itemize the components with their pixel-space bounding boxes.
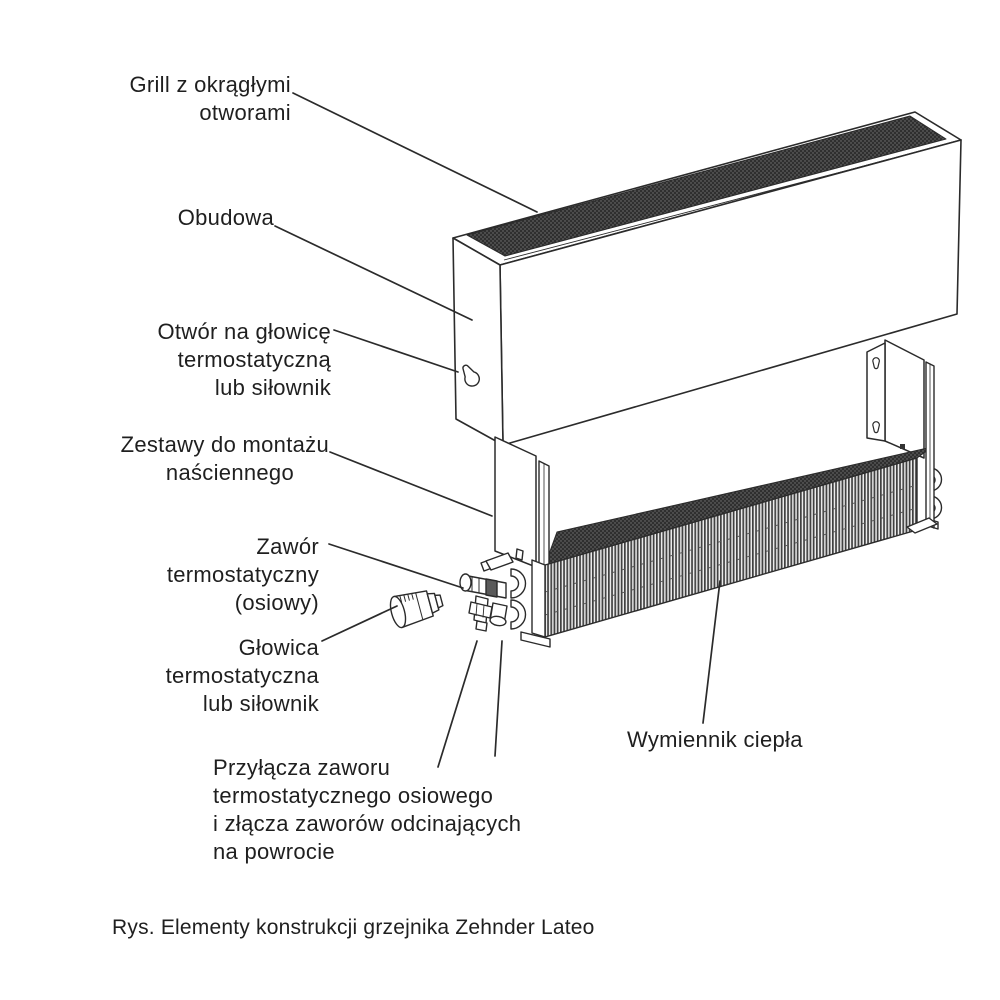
label-grill-line2: otworami (199, 100, 291, 125)
label-obudowa-line1: Obudowa (177, 205, 274, 230)
label-otwor-line1: Otwór na głowicę (157, 319, 331, 344)
label-glowica-line1: Głowica (238, 635, 319, 660)
casing-end-face (453, 238, 503, 445)
bracket-right-back-plate (885, 340, 924, 458)
bracket-keyhole-slot-bottom (873, 422, 880, 433)
label-otwor-line2: termostatyczną (177, 347, 331, 372)
leader-grill (293, 93, 537, 212)
valve-tailpiece (476, 621, 487, 631)
return-bend-left-2 (511, 600, 526, 629)
leader-zawor (329, 544, 463, 588)
label-zawor (167, 533, 319, 617)
vent-stub (516, 549, 523, 560)
label-grill (129, 71, 291, 127)
label-glowica-line2: termostatyczna (165, 663, 319, 688)
bracket-screw-hole (900, 444, 905, 449)
figure-caption: Rys. Elementy konstrukcji grzejnika Zehnder Lateo (112, 916, 595, 939)
label-otwor-line3: lub siłownik (214, 375, 331, 400)
leader-przylacza-2 (495, 641, 502, 756)
wall-bracket-left (495, 437, 536, 567)
bracket-left-plate (495, 437, 536, 567)
leader-zestawy (330, 452, 492, 516)
label-zawor-line1: Zawór (256, 534, 319, 559)
label-grill-line1: Grill z okrągłymi (129, 72, 291, 97)
label-przylacza-line4: na powrocie (213, 839, 335, 864)
label-zawor-line3: (osiowy) (234, 590, 319, 615)
exchanger-left-end-plate (532, 560, 545, 637)
supply-pipe (486, 553, 513, 570)
label-obudowa (178, 204, 274, 232)
label-glowica-line3: lub siłownik (202, 691, 319, 716)
label-przylacza-line1: Przyłącza zaworu (213, 755, 391, 780)
label-wymiennik-line1: Wymiennik ciepła (627, 727, 803, 752)
leader-glowica (322, 606, 397, 641)
label-zestawy-line2: naściennego (165, 460, 294, 485)
leader-obudowa (275, 226, 472, 320)
label-zawor-line2: termostatyczny (166, 562, 319, 587)
label-otwor (157, 318, 331, 402)
label-przylacza-line2: termostatycznego osiowego (213, 783, 494, 808)
label-przylacza-line3: i złącza zaworów odcinających (213, 811, 522, 836)
leader-przylacza-1 (438, 641, 477, 767)
valve-union-nut (469, 602, 492, 618)
leader-wymiennik (703, 581, 720, 723)
leader-otwor (334, 330, 458, 372)
valve-dark-ring (486, 579, 497, 597)
wall-bracket-right (867, 340, 924, 458)
label-zestawy (121, 431, 329, 487)
label-glowica (166, 634, 319, 718)
label-przylacza (213, 754, 521, 866)
label-wymiennik (627, 726, 803, 754)
label-zestawy-line1: Zestawy do montażu (120, 432, 329, 457)
valve-assembly (460, 549, 526, 631)
bracket-keyhole-slot-top (873, 358, 880, 369)
return-bend-left-1 (511, 569, 526, 598)
